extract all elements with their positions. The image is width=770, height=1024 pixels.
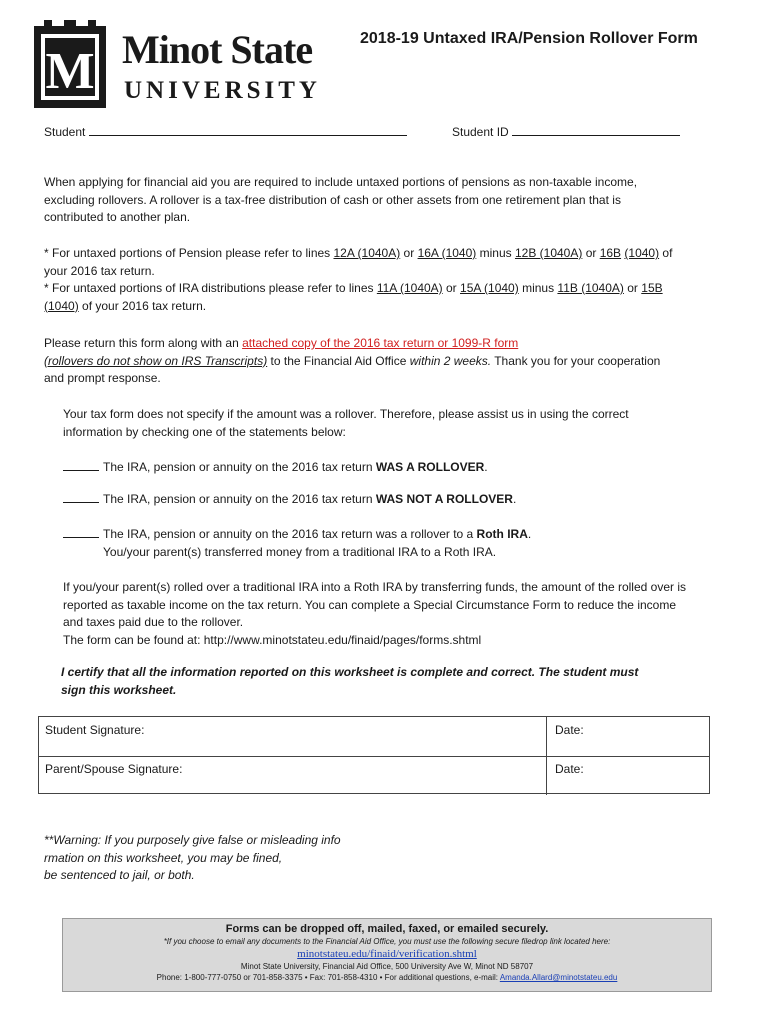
intro-line: contributed to another plan. bbox=[44, 210, 191, 224]
student-id-blank[interactable] bbox=[512, 123, 680, 136]
footer-note: *If you choose to email any documents to the Financial Aid Office, you must use the following secure filedrop link located here: bbox=[163, 937, 611, 946]
footer-contact: Phone: 1-800-777-0750 or 701-858-3375 • Fax: 701-858-4310 • For additional questions, e-mail: Amanda.Allard@minotstateu.edu bbox=[156, 973, 618, 982]
pension-note: * For untaxed portions of Pension please refer to lines 12A (1040A) or 16A (1040) minus 12B (1040A) or 16B (1040) of your 2016 tax return. bbox=[44, 246, 673, 278]
instructions: Your tax form does not specify if the amount was a rollover. Therefore, please assist us in using the correct information by checking one of the statements below: bbox=[63, 407, 629, 439]
student-blank[interactable] bbox=[89, 123, 407, 136]
signature-table bbox=[38, 716, 710, 794]
student-date-field[interactable]: Date: bbox=[555, 723, 584, 737]
warning-note: **Warning: If you purposely give false or misleading info rmation on this worksheet, you may be fined, be sentenced to jail, or both. bbox=[44, 833, 341, 882]
return-note: Please return this form along with an attached copy of the 2016 tax return or 1099-R form (rollovers do not show on IRS Transcripts) to the Financial Aid Office within 2 weeks. Thank you for your cooperation and prompt response. bbox=[44, 336, 661, 385]
shield-letter: M bbox=[45, 43, 95, 100]
tax-return-copy-link: attached copy of the 2016 tax return or 1099-R form bbox=[242, 336, 519, 350]
student-id-field[interactable] bbox=[452, 123, 680, 139]
parent-signature-field[interactable]: Parent/Spouse Signature: bbox=[39, 756, 547, 795]
shield-logo-icon bbox=[30, 18, 110, 110]
ira-note: * For untaxed portions of IRA distributions please refer to lines 11A (1040A) or 15A (1040) minus 11B (1040A) or 15B (1040) of your 2016 tax return. bbox=[44, 281, 663, 313]
student-signature-field[interactable]: Student Signature: bbox=[39, 717, 547, 756]
student-label: Student bbox=[44, 125, 86, 139]
email-link[interactable]: Amanda.Allard@minotstateu.edu bbox=[499, 973, 618, 982]
option-not-rollover[interactable]: The IRA, pension or annuity on the 2016 tax return WAS NOT A ROLLOVER. bbox=[63, 491, 516, 509]
intro-line: excluding rollovers. A rollover is a tax-free distribution of cash or other assets from one retirement plan that is bbox=[44, 192, 621, 207]
option-checkbox-blank[interactable] bbox=[63, 459, 99, 471]
parent-signature-row bbox=[39, 756, 709, 795]
verification-link[interactable]: minotstateu.edu/finaid/verification.shtml bbox=[297, 948, 477, 960]
option-checkbox-blank[interactable] bbox=[63, 491, 99, 503]
student-signature-row bbox=[39, 717, 709, 757]
brand-subname: UNIVERSITY bbox=[124, 77, 321, 104]
option-rollover[interactable]: The IRA, pension or annuity on the 2016 tax return WAS A ROLLOVER. bbox=[63, 459, 488, 477]
roth-info: If you/your parent(s) rolled over a traditional IRA into a Roth IRA by transferring funds, the amount of the rolled over is reported as taxable income on the tax return. You can complete a Special Circumstance Form to reduce the income and taxes paid due to the rollover. The form can be found at: http://www.minotstateu.edu/finaid/pages/forms.shtml bbox=[63, 580, 686, 647]
footer-box bbox=[62, 918, 712, 992]
student-id-label: Student ID bbox=[452, 125, 509, 139]
parent-date-field[interactable]: Date: bbox=[555, 762, 584, 776]
option-checkbox-blank[interactable] bbox=[63, 526, 99, 538]
form-title: 2018-19 Untaxed IRA/Pension Rollover Form bbox=[360, 30, 698, 47]
option-roth-ira[interactable]: The IRA, pension or annuity on the 2016 tax return was a rollover to a Roth IRA. You/your parent(s) transferred money from a traditional IRA to a Roth IRA. bbox=[63, 526, 531, 561]
brand-name: Minot State bbox=[122, 27, 313, 72]
student-field[interactable] bbox=[44, 123, 407, 139]
footer-address: Minot State University, Financial Aid Office, 500 University Ave W, Minot ND 58707 bbox=[240, 962, 534, 971]
intro-line: When applying for financial aid you are required to include untaxed portions of pensions as non-taxable income, bbox=[44, 175, 638, 189]
university-logo bbox=[30, 18, 340, 110]
intro-paragraph bbox=[44, 174, 637, 227]
certify-statement: I certify that all the information reported on this worksheet is complete and correct. The student must sign this worksheet. bbox=[61, 665, 639, 697]
footer-title: Forms can be dropped off, mailed, faxed, or emailed securely. bbox=[225, 923, 549, 935]
